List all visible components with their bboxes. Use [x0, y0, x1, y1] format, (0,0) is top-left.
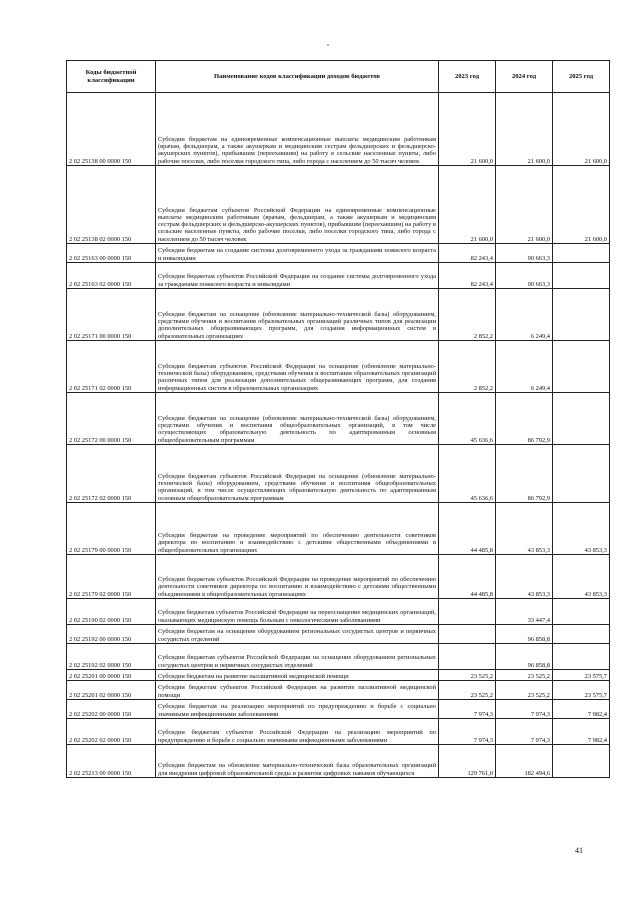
table-row	[67, 93, 610, 166]
table-row	[67, 166, 610, 244]
table-header-row	[67, 61, 610, 93]
budget-code-cell: 2 02 25138 00 0000 150	[67, 93, 156, 166]
amount-2023-cell: 7 974,3	[439, 700, 496, 719]
amount-2023-cell: 7 974,3	[439, 719, 496, 745]
amount-2023-cell	[439, 644, 496, 670]
amount-2025-cell	[553, 263, 610, 289]
income-name-cell: Субсидии бюджетам на оснащение (обновление материально-технической базы) оборудованием, средствами обучения и воспитания образовательных организаций различных типов для реализации дополнительных общеразвивающих программ, для создания информационных систем в образовательных организациях	[156, 289, 439, 341]
amount-2025-cell	[553, 644, 610, 670]
budget-code-cell: 2 02 25172 00 0000 150	[67, 393, 156, 445]
amount-2023-cell	[439, 599, 496, 625]
budget-code-cell: 2 02 25179 00 0000 150	[67, 503, 156, 555]
amount-2024-cell: 86 792,9	[496, 393, 553, 445]
income-name-cell: Субсидии бюджетам на реализацию мероприятий по предупреждению и борьбе с социально значимыми инфекционными заболеваниями	[156, 700, 439, 719]
amount-2024-cell: 96 858,8	[496, 644, 553, 670]
amount-2024-cell: 182 494,6	[496, 745, 553, 778]
amount-2023-cell: 82 243,4	[439, 244, 496, 263]
amount-2025-cell: 7 982,4	[553, 719, 610, 745]
table-row	[67, 244, 610, 263]
amount-2025-cell	[553, 599, 610, 625]
amount-2023-cell: 21 600,0	[439, 166, 496, 244]
budget-code-cell: 2 02 25163 00 0000 150	[67, 244, 156, 263]
amount-2025-cell	[553, 341, 610, 393]
budget-code-cell: 2 02 25163 02 0000 150	[67, 263, 156, 289]
table-row	[67, 393, 610, 445]
income-name-cell: Субсидии бюджетам на оснащение оборудованием региональных сосудистых центров и первичных сосудистых отделений	[156, 625, 439, 644]
page-number: 41	[575, 846, 583, 855]
amount-2025-cell: 43 853,3	[553, 503, 610, 555]
amount-2024-cell: 43 853,3	[496, 503, 553, 555]
table-row	[67, 625, 610, 644]
amount-2024-cell: 23 525,2	[496, 670, 553, 681]
amount-2024-cell: 7 974,3	[496, 719, 553, 745]
table-row	[67, 681, 610, 700]
income-name-cell: Субсидии бюджетам субъектов Российской Федерации на реализацию мероприятий по предупреждению и борьбе с социально значимыми инфекционными заболеваниями	[156, 719, 439, 745]
amount-2023-cell: 2 852,2	[439, 341, 496, 393]
table-row	[67, 263, 610, 289]
budget-income-table	[66, 60, 610, 778]
amount-2025-cell: 23 575,7	[553, 681, 610, 700]
amount-2023-cell: 23 525,2	[439, 670, 496, 681]
table-row	[67, 599, 610, 625]
income-name-cell: Субсидии бюджетам на создание системы долговременного ухода за гражданами пожилого возраста и инвалидами	[156, 244, 439, 263]
amount-2024-cell: 6 249,4	[496, 289, 553, 341]
amount-2025-cell	[553, 745, 610, 778]
header-year-2024: 2024 год	[496, 61, 553, 93]
header-year-2025: 2025 год	[553, 61, 610, 93]
amount-2024-cell: 33 447,4	[496, 599, 553, 625]
amount-2024-cell: 96 858,8	[496, 625, 553, 644]
amount-2023-cell: 21 600,0	[439, 93, 496, 166]
amount-2023-cell: 45 636,6	[439, 393, 496, 445]
income-name-cell: Субсидии бюджетам на обновление материально-технической базы образовательных организаций для внедрения цифровой образовательной среды и развития цифровых навыков обучающихся	[156, 745, 439, 778]
amount-2023-cell: 44 485,8	[439, 555, 496, 599]
amount-2024-cell: 6 249,4	[496, 341, 553, 393]
income-name-cell: Субсидии бюджетам на проведение мероприятий по обеспечению деятельности советников директора по воспитанию и взаимодействию с детскими общественными объединениями в общеобразовательных организациях	[156, 503, 439, 555]
budget-code-cell: 2 02 25213 00 0000 150	[67, 745, 156, 778]
budget-code-cell: 2 02 25202 02 0000 150	[67, 719, 156, 745]
income-name-cell: Субсидии бюджетам субъектов Российской Федерации на развитие паллиативной медицинской помощи	[156, 681, 439, 700]
amount-2025-cell: 7 982,4	[553, 700, 610, 719]
amount-2025-cell: 23 575,7	[553, 670, 610, 681]
income-name-cell: Субсидии бюджетам субъектов Российской Федерации на оснащение (обновление материально-технической базы) оборудованием, средствами обучения и воспитания общеобразовательных организаций, в том числе осуществляющих образовательную деятельность по адаптированным основным общеобразовательным программам	[156, 445, 439, 503]
income-name-cell: Субсидии бюджетам субъектов Российской Федерации на переоснащение медицинских организаций, оказывающих медицинскую помощь больным с онкологическими заболеваниями	[156, 599, 439, 625]
income-name-cell: Субсидии бюджетам на развитие паллиативной медицинской помощи	[156, 670, 439, 681]
table-row	[67, 289, 610, 341]
amount-2023-cell: 44 485,8	[439, 503, 496, 555]
budget-code-cell: 2 02 25201 02 0000 150	[67, 681, 156, 700]
header-codes: Коды бюджетной классификации	[67, 61, 156, 93]
table-row	[67, 503, 610, 555]
amount-2023-cell: 129 761,0	[439, 745, 496, 778]
table-row	[67, 555, 610, 599]
amount-2025-cell: 21 600,0	[553, 93, 610, 166]
budget-code-cell: 2 02 25138 02 0000 150	[67, 166, 156, 244]
table-row	[67, 745, 610, 778]
budget-code-cell: 2 02 25190 02 0000 150	[67, 599, 156, 625]
income-name-cell: Субсидии бюджетам субъектов Российской Федерации на оснащение оборудованием региональных сосудистых центров и первичных сосудистых отделений	[156, 644, 439, 670]
budget-code-cell: 2 02 25192 02 0000 150	[67, 644, 156, 670]
income-name-cell: Субсидии бюджетам субъектов Российской Федерации на оснащение (обновление материально-технической базы) оборудованием, средствами обучения и воспитания образовательных организаций различных типов для реализации дополнительных общеразвивающих программ, для создания информационных систем в образовательных организациях	[156, 341, 439, 393]
table-row	[67, 341, 610, 393]
amount-2024-cell: 90 663,3	[496, 244, 553, 263]
amount-2023-cell	[439, 625, 496, 644]
income-name-cell: Субсидии бюджетам субъектов Российской Федерации на единовременные компенсационные выплаты медицинским работникам (врачам, фельдшерам, а также акушеркам и медицинским сестрам фельдшерских и фельдшерско-акушерских пунктов), прибывшим (переехавшим) на работу в сельские населенные пункты, либо рабочие поселки, либо поселки городского типа, либо города с населением до 50 тысяч человек	[156, 166, 439, 244]
table-row	[67, 670, 610, 681]
table-row	[67, 644, 610, 670]
income-name-cell: Субсидии бюджетам на оснащение (обновление материально-технической базы) оборудованием, средствами обучения и воспитания общеобразовательных организаций, в том числе осуществляющих образовательную деятельность по адаптированным основным общеобразовательным программам	[156, 393, 439, 445]
budget-code-cell: 2 02 25172 02 0000 150	[67, 445, 156, 503]
budget-code-cell: 2 02 25171 02 0000 150	[67, 341, 156, 393]
amount-2025-cell: 21 600,0	[553, 166, 610, 244]
budget-code-cell: 2 02 25179 02 0000 150	[67, 555, 156, 599]
amount-2023-cell: 23 525,2	[439, 681, 496, 700]
budget-code-cell: 2 02 25201 00 0000 150	[67, 670, 156, 681]
table-row	[67, 700, 610, 719]
amount-2024-cell: 7 974,3	[496, 700, 553, 719]
amount-2023-cell: 45 636,6	[439, 445, 496, 503]
amount-2024-cell: 43 853,3	[496, 555, 553, 599]
budget-code-cell: 2 02 25192 00 0000 150	[67, 625, 156, 644]
scan-speck	[327, 44, 329, 46]
income-name-cell: Субсидии бюджетам субъектов Российской Федерации на создание системы долговременного ухода за гражданами пожилого возраста и инвалидами	[156, 263, 439, 289]
amount-2025-cell: 43 853,3	[553, 555, 610, 599]
amount-2025-cell	[553, 445, 610, 503]
amount-2024-cell: 23 525,2	[496, 681, 553, 700]
income-name-cell: Субсидии бюджетам на единовременные компенсационные выплаты медицинским работникам (врачам, фельдшерам, а также акушеркам и медицинским сестрам фельдшерских и фельдшерско-акушерских пунктов), прибывшим (переехавшим) на работу в сельские населенные пункты, либо рабочие поселки, либо поселки городского типа, либо города с населением до 50 тысяч человек	[156, 93, 439, 166]
amount-2023-cell: 82 243,4	[439, 263, 496, 289]
header-name: Наименование кодов классификации доходов бюджетов	[156, 61, 439, 93]
income-name-cell: Субсидии бюджетам субъектов Российской Федерации на проведение мероприятий по обеспечению деятельности советников директора по воспитанию и взаимодействию с детскими общественными объединениями в общеобразовательных организациях	[156, 555, 439, 599]
amount-2025-cell	[553, 625, 610, 644]
amount-2024-cell: 21 600,0	[496, 166, 553, 244]
header-year-2023: 2023 год	[439, 61, 496, 93]
table-row	[67, 719, 610, 745]
budget-code-cell: 2 02 25171 00 0000 150	[67, 289, 156, 341]
amount-2024-cell: 90 663,3	[496, 263, 553, 289]
amount-2025-cell	[553, 289, 610, 341]
amount-2025-cell	[553, 393, 610, 445]
amount-2024-cell: 21 600,0	[496, 93, 553, 166]
amount-2023-cell: 2 852,2	[439, 289, 496, 341]
table-row	[67, 445, 610, 503]
amount-2025-cell	[553, 244, 610, 263]
budget-code-cell: 2 02 25202 00 0000 150	[67, 700, 156, 719]
amount-2024-cell: 86 792,9	[496, 445, 553, 503]
